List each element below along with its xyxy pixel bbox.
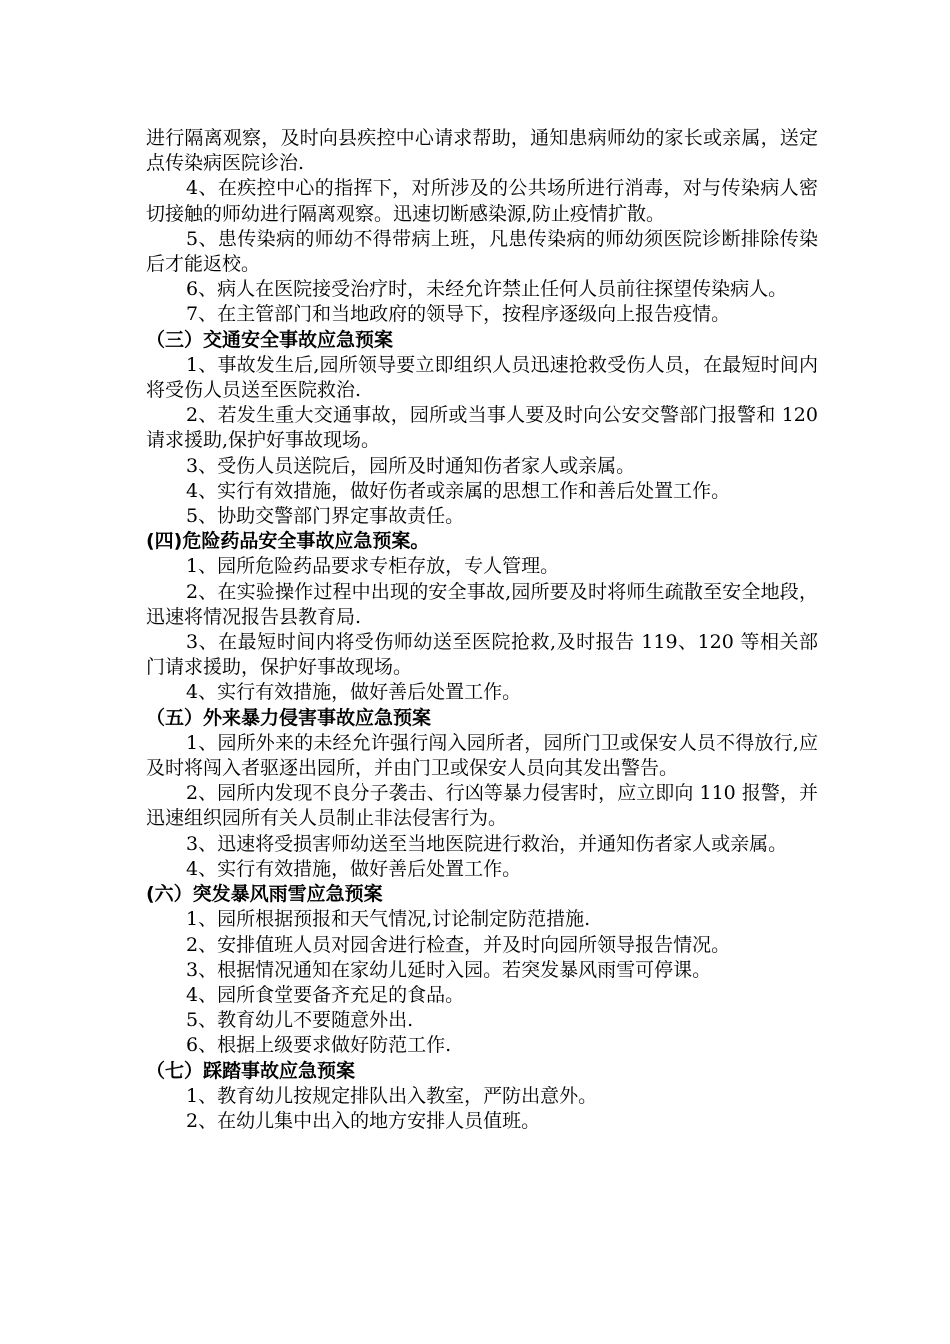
- paragraph: 3、根据情况通知在家幼儿延时入园。若突发暴风雨雪可停课。: [186, 958, 712, 981]
- paragraph: 3、受伤人员送院后，园所及时通知伤者家人或亲属。: [186, 454, 636, 477]
- paragraph: 2、若发生重大交通事故，园所或当事人要及时向公安交警部门报警和 120 请求援助,保护好事故现场。: [146, 404, 818, 452]
- paragraph: 4、实行有效措施，做好善后处置工作。: [186, 681, 522, 704]
- section-heading: (四)危险药品安全事故应急预案。: [146, 530, 430, 553]
- section-heading: （五）外来暴力侵害事故应急预案: [146, 706, 432, 729]
- paragraph: 6、根据上级要求做好防范工作.: [186, 1034, 452, 1057]
- paragraph: 6、病人在医院接受治疗时，未经允许禁止任何人员前往探望传染病人。: [186, 278, 788, 301]
- paragraph: 7、在主管部门和当地政府的领导下，按程序逐级向上报告疫情。: [186, 303, 731, 326]
- paragraph: 5、教育幼儿不要随意外出.: [186, 1009, 414, 1032]
- paragraph: 4、园所食堂要备齐充足的食品。: [186, 983, 465, 1006]
- paragraph: 4、实行有效措施，做好伤者或亲属的思想工作和善后处置工作。: [186, 479, 731, 502]
- paragraph: 2、在实验操作过程中出现的安全事故,园所要及时将师生疏散至安全地段，迅速将情况报告县教育局.: [146, 580, 818, 628]
- document-body: [146, 126, 818, 1134]
- paragraph: 5、协助交警部门界定事故责任。: [186, 505, 465, 528]
- paragraph: 1、园所根据预报和天气情况,讨论制定防范措施.: [186, 908, 591, 931]
- paragraph: 5、患传染病的师幼不得带病上班，凡患传染病的师幼须医院诊断排除传染后才能返校。: [146, 227, 818, 276]
- section-heading: (六）突发暴风雨雪应急预案: [146, 883, 383, 906]
- paragraph: 1、事故发生后,园所领导要立即组织人员迅速抢救受伤人员，在最短时间内将受伤人员送至医院救治.: [146, 353, 818, 402]
- paragraph: 2、安排值班人员对园舍进行检查，并及时向园所领导报告情况。: [186, 933, 731, 956]
- paragraph: 2、在幼儿集中出入的地方安排人员值班。: [186, 1109, 541, 1132]
- section-heading: （七）踩踏事故应急预案: [146, 1059, 356, 1082]
- paragraph: 1、园所危险药品要求专柜存放，专人管理。: [186, 555, 560, 578]
- paragraph: 2、园所内发现不良分子袭击、行凶等暴力侵害时，应立即向 110 报警，并迅速组织园所有关人员制止非法侵害行为。: [146, 782, 818, 830]
- paragraph: 进行隔离观察，及时向县疾控中心请求帮助，通知患病师幼的家长或亲属，送定点传染病医院诊治.: [146, 127, 818, 175]
- paragraph: 4、在疾控中心的指挥下，对所涉及的公共场所进行消毒，对与传染病人密切接触的师幼进行隔离观察。迅速切断感染源,防止疫情扩散。: [146, 177, 818, 225]
- paragraph: 1、园所外来的未经允许强行闯入园所者，园所门卫或保安人员不得放行,应及时将闯入者驱逐出园所，并由门卫或保安人员向其发出警告。: [146, 731, 818, 780]
- paragraph: 4、实行有效措施，做好善后处置工作。: [186, 857, 522, 880]
- paragraph: 3、在最短时间内将受伤师幼送至医院抢救,及时报告 119、120 等相关部门请求援助，保护好事故现场。: [146, 631, 818, 679]
- paragraph: 3、迅速将受损害师幼送至当地医院进行救治，并通知伤者家人或亲属。: [186, 832, 788, 855]
- paragraph: 1、教育幼儿按规定排队出入教室，严防出意外。: [186, 1084, 598, 1107]
- section-heading: （三）交通安全事故应急预案: [146, 328, 394, 351]
